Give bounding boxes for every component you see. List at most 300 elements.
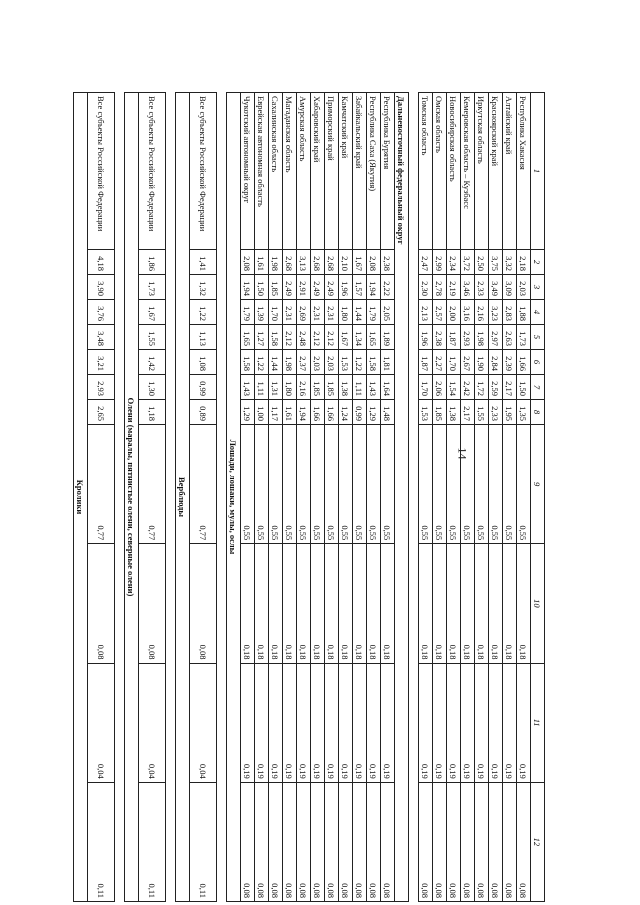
value-cell: 0,55 (381, 425, 395, 544)
value-cell: 1,44 (353, 300, 367, 325)
value-cell: 2,34 (447, 250, 461, 275)
value-cell: 2,84 (489, 350, 503, 375)
value-cell: 0,99 (190, 375, 217, 400)
region-name: Красноярский край (489, 93, 503, 250)
value-cell: 0,18 (255, 544, 269, 663)
section-title-row (125, 93, 139, 902)
value-cell: 1,38 (447, 400, 461, 425)
value-cell: 0,19 (283, 663, 297, 782)
value-cell: 2,68 (283, 250, 297, 275)
spacer-row (217, 93, 227, 902)
column-header: 7 (531, 375, 545, 400)
value-cell: 0,89 (190, 400, 217, 425)
value-cell: 0,11 (139, 782, 166, 901)
value-cell: 1,08 (190, 350, 217, 375)
value-cell: 0,18 (339, 544, 353, 663)
value-cell: 1,67 (353, 250, 367, 275)
value-cell: 2,12 (311, 325, 325, 350)
section-title: Лошади, лошаки, мулы, ослы (227, 93, 241, 902)
column-header: 9 (531, 425, 545, 544)
value-cell: 1,43 (241, 375, 255, 400)
value-cell: 1,57 (353, 275, 367, 300)
value-cell: 3,49 (489, 275, 503, 300)
value-cell: 0,08 (255, 782, 269, 901)
value-cell: 1,44 (269, 350, 283, 375)
value-cell: 1,67 (339, 325, 353, 350)
value-cell: 0,55 (297, 425, 311, 544)
value-cell: 1,18 (139, 400, 166, 425)
value-cell: 1,50 (517, 375, 531, 400)
value-cell: 0,08 (503, 782, 517, 901)
page-number: 14 (455, 447, 470, 460)
value-cell: 0,55 (489, 425, 503, 544)
value-cell: 0,55 (461, 425, 475, 544)
table-row (475, 93, 489, 902)
value-cell: 2,50 (475, 250, 489, 275)
table-row (88, 93, 115, 902)
value-cell: 0,55 (353, 425, 367, 544)
value-cell: 0,19 (503, 663, 517, 782)
value-cell: 2,48 (297, 325, 311, 350)
value-cell: 0,08 (489, 782, 503, 901)
value-cell: 0,18 (517, 544, 531, 663)
value-cell: 0,19 (433, 663, 447, 782)
region-name: Томская область (419, 93, 433, 250)
spacer-row (115, 93, 125, 902)
table-row (517, 93, 531, 902)
value-cell: 1,90 (475, 350, 489, 375)
section-title: Кролики (74, 93, 88, 902)
region-name: Кемеровская область – Кузбасс (461, 93, 475, 250)
value-cell: 0,19 (447, 663, 461, 782)
value-cell: 1,00 (255, 400, 269, 425)
value-cell: 2,49 (325, 275, 339, 300)
value-cell: 2,31 (283, 300, 297, 325)
region-name: Алтайский край (503, 93, 517, 250)
value-cell: 1,58 (269, 325, 283, 350)
region-name: Республика Бурятия (381, 93, 395, 250)
value-cell: 1,53 (419, 400, 433, 425)
value-cell: 0,55 (255, 425, 269, 544)
value-cell: 0,08 (433, 782, 447, 901)
value-cell: 2,17 (461, 400, 475, 425)
value-cell: 1,79 (367, 300, 381, 325)
table-row (489, 93, 503, 902)
value-cell: 1,94 (297, 400, 311, 425)
value-cell: 0,08 (367, 782, 381, 901)
value-cell: 0,55 (503, 425, 517, 544)
region-name: Новосибирская область (447, 93, 461, 250)
value-cell: 0,18 (381, 544, 395, 663)
value-cell: 0,18 (367, 544, 381, 663)
value-cell: 0,18 (311, 544, 325, 663)
value-cell: 3,32 (503, 250, 517, 275)
value-cell: 2,19 (447, 275, 461, 300)
region-name: Приморский край (325, 93, 339, 250)
value-cell: 2,68 (325, 250, 339, 275)
value-cell: 2,38 (433, 325, 447, 350)
value-cell: 0,08 (325, 782, 339, 901)
value-cell: 1,80 (339, 300, 353, 325)
region-name: Хабаровский край (311, 93, 325, 250)
region-name: Республика Хакасия (517, 93, 531, 250)
value-cell: 2,93 (461, 325, 475, 350)
value-cell: 1,96 (419, 325, 433, 350)
value-cell: 0,77 (190, 425, 217, 544)
value-cell: 1,70 (269, 300, 283, 325)
region-name: Сахалинская область (269, 93, 283, 250)
table-row (419, 93, 433, 902)
region-name: Республика Саха (Якутия) (367, 93, 381, 250)
value-cell: 2,49 (283, 275, 297, 300)
table-row (325, 93, 339, 902)
value-cell: 0,19 (255, 663, 269, 782)
column-header: 3 (531, 275, 545, 300)
region-name: Магаданская область (283, 93, 297, 250)
value-cell: 0,19 (381, 663, 395, 782)
value-cell: 0,55 (325, 425, 339, 544)
value-cell: 1,85 (325, 375, 339, 400)
value-cell: 0,77 (139, 425, 166, 544)
value-cell: 2,03 (311, 350, 325, 375)
value-cell: 2,83 (503, 300, 517, 325)
value-cell: 0,19 (353, 663, 367, 782)
value-cell: 0,18 (447, 544, 461, 663)
spacer-row (409, 93, 419, 902)
value-cell: 1,70 (447, 350, 461, 375)
value-cell: 1,54 (447, 375, 461, 400)
table-row (283, 93, 297, 902)
value-cell: 0,19 (339, 663, 353, 782)
section-title: Дальневосточный федеральный округ (395, 93, 409, 902)
value-cell: 1,70 (419, 375, 433, 400)
value-cell: 2,47 (419, 250, 433, 275)
value-cell: 1,30 (139, 375, 166, 400)
value-cell: 0,08 (353, 782, 367, 901)
value-cell: 1,61 (255, 250, 269, 275)
region-name: Все субъекты Российской Федерации (190, 93, 217, 250)
value-cell: 1,29 (241, 400, 255, 425)
value-cell: 0,11 (88, 782, 115, 901)
value-cell: 0,55 (283, 425, 297, 544)
table-row (190, 93, 217, 902)
value-cell: 1,88 (517, 300, 531, 325)
value-cell: 0,77 (88, 425, 115, 544)
value-cell: 0,18 (241, 544, 255, 663)
value-cell: 1,73 (517, 325, 531, 350)
value-cell: 2,39 (503, 350, 517, 375)
value-cell: 0,08 (139, 544, 166, 663)
value-cell: 2,99 (433, 250, 447, 275)
value-cell: 0,04 (88, 663, 115, 782)
value-cell: 0,08 (461, 782, 475, 901)
value-cell: 1,66 (517, 350, 531, 375)
table-row (339, 93, 353, 902)
section-title-row (74, 93, 88, 902)
value-cell: 2,59 (489, 375, 503, 400)
value-cell: 2,91 (297, 275, 311, 300)
value-cell: 0,55 (241, 425, 255, 544)
table-header-row (531, 93, 545, 902)
value-cell: 3,13 (297, 250, 311, 275)
value-cell: 3,16 (461, 300, 475, 325)
value-cell: 2,37 (297, 350, 311, 375)
value-cell: 0,19 (461, 663, 475, 782)
value-cell: 1,98 (269, 250, 283, 275)
value-cell: 2,03 (325, 350, 339, 375)
value-cell: 0,19 (517, 663, 531, 782)
value-cell: 1,67 (139, 300, 166, 325)
value-cell: 2,33 (475, 275, 489, 300)
table-row (311, 93, 325, 902)
value-cell: 1,41 (190, 250, 217, 275)
value-cell: 1,58 (367, 350, 381, 375)
value-cell: 2,69 (297, 300, 311, 325)
value-cell: 1,17 (269, 400, 283, 425)
table-body (74, 93, 531, 902)
value-cell: 0,18 (325, 544, 339, 663)
value-cell: 1,87 (419, 350, 433, 375)
section-title: Верблюды (176, 93, 190, 902)
value-cell: 2,30 (419, 275, 433, 300)
value-cell: 2,31 (325, 300, 339, 325)
region-name: Амурская область (297, 93, 311, 250)
value-cell: 0,08 (297, 782, 311, 901)
value-cell: 2,12 (325, 325, 339, 350)
region-name: Все субъекты Российской Федерации (88, 93, 115, 250)
value-cell: 1,11 (353, 375, 367, 400)
column-header: 8 (531, 400, 545, 425)
value-cell: 1,65 (367, 325, 381, 350)
value-cell: 2,57 (433, 300, 447, 325)
value-cell: 1,55 (139, 325, 166, 350)
column-header: 5 (531, 325, 545, 350)
value-cell: 1,48 (381, 400, 395, 425)
value-cell: 2,12 (283, 325, 297, 350)
value-cell: 3,21 (88, 350, 115, 375)
value-cell: 2,10 (339, 250, 353, 275)
table-row (241, 93, 255, 902)
value-cell: 1,98 (475, 325, 489, 350)
table-row (367, 93, 381, 902)
value-cell: 1,95 (503, 400, 517, 425)
value-cell: 2,06 (433, 375, 447, 400)
section-title-row (395, 93, 409, 902)
value-cell: 2,16 (297, 375, 311, 400)
value-cell: 1,79 (241, 300, 255, 325)
value-cell: 2,08 (241, 250, 255, 275)
value-cell: 0,08 (190, 544, 217, 663)
value-cell: 0,19 (475, 663, 489, 782)
value-cell: 0,08 (447, 782, 461, 901)
value-cell: 0,08 (88, 544, 115, 663)
value-cell: 1,96 (339, 275, 353, 300)
region-name: Камчатский край (339, 93, 353, 250)
value-cell: 1,87 (447, 325, 461, 350)
value-cell: 1,31 (269, 375, 283, 400)
value-cell: 1,22 (353, 350, 367, 375)
value-cell: 1,29 (367, 400, 381, 425)
value-cell: 0,18 (475, 544, 489, 663)
value-cell: 0,18 (461, 544, 475, 663)
value-cell: 2,16 (475, 300, 489, 325)
value-cell: 3,09 (503, 275, 517, 300)
value-cell: 0,19 (489, 663, 503, 782)
value-cell: 2,65 (88, 400, 115, 425)
table-row (255, 93, 269, 902)
value-cell: 0,11 (190, 782, 217, 901)
table-row (447, 93, 461, 902)
value-cell: 1,22 (255, 350, 269, 375)
value-cell: 1,34 (353, 325, 367, 350)
value-cell: 1,98 (283, 350, 297, 375)
value-cell: 3,46 (461, 275, 475, 300)
value-cell: 2,38 (381, 250, 395, 275)
value-cell: 1,39 (255, 300, 269, 325)
value-cell: 1,81 (381, 350, 395, 375)
value-cell: 1,24 (339, 400, 353, 425)
value-cell: 3,76 (88, 300, 115, 325)
value-cell: 2,63 (503, 325, 517, 350)
value-cell: 0,18 (433, 544, 447, 663)
value-cell: 0,19 (325, 663, 339, 782)
value-cell: 0,04 (139, 663, 166, 782)
value-cell: 0,55 (311, 425, 325, 544)
value-cell: 0,55 (269, 425, 283, 544)
region-name: Еврейская автономная область (255, 93, 269, 250)
region-name: Иркутская область (475, 93, 489, 250)
value-cell: 0,08 (283, 782, 297, 901)
table-row (461, 93, 475, 902)
value-cell: 0,55 (339, 425, 353, 544)
section-title-row (176, 93, 190, 902)
value-cell: 2,18 (517, 250, 531, 275)
value-cell: 0,08 (517, 782, 531, 901)
value-cell: 0,55 (433, 425, 447, 544)
value-cell: 0,55 (475, 425, 489, 544)
value-cell: 1,42 (139, 350, 166, 375)
value-cell: 0,08 (419, 782, 433, 901)
value-cell: 2,78 (433, 275, 447, 300)
table-row (297, 93, 311, 902)
value-cell: 0,55 (517, 425, 531, 544)
table-row (381, 93, 395, 902)
value-cell: 2,22 (381, 275, 395, 300)
value-cell: 1,27 (255, 325, 269, 350)
value-cell: 0,19 (419, 663, 433, 782)
column-header: 1 (531, 93, 545, 250)
value-cell: 0,08 (381, 782, 395, 901)
value-cell: 1,85 (311, 375, 325, 400)
value-cell: 2,27 (433, 350, 447, 375)
value-cell: 1,94 (367, 275, 381, 300)
region-name: Все субъекты Российской Федерации (139, 93, 166, 250)
column-header: 12 (531, 782, 545, 901)
value-cell: 0,08 (311, 782, 325, 901)
value-cell: 2,08 (367, 250, 381, 275)
column-header: 10 (531, 544, 545, 663)
value-cell: 2,93 (88, 375, 115, 400)
value-cell: 2,00 (447, 300, 461, 325)
value-cell: 0,55 (367, 425, 381, 544)
value-cell: 1,89 (381, 325, 395, 350)
value-cell: 1,50 (255, 275, 269, 300)
value-cell: 0,04 (190, 663, 217, 782)
value-cell: 3,23 (489, 300, 503, 325)
value-cell: 1,72 (475, 375, 489, 400)
value-cell: 3,75 (489, 250, 503, 275)
value-cell: 0,19 (269, 663, 283, 782)
value-cell: 0,18 (503, 544, 517, 663)
table-row (269, 93, 283, 902)
value-cell: 0,08 (269, 782, 283, 901)
column-header: 2 (531, 250, 545, 275)
value-cell: 2,97 (489, 325, 503, 350)
value-cell: 0,55 (419, 425, 433, 544)
value-cell: 1,35 (517, 400, 531, 425)
column-header: 11 (531, 663, 545, 782)
table-row (353, 93, 367, 902)
value-cell: 0,18 (419, 544, 433, 663)
value-cell: 0,19 (367, 663, 381, 782)
value-cell: 1,64 (381, 375, 395, 400)
value-cell: 2,17 (503, 375, 517, 400)
value-cell: 0,18 (297, 544, 311, 663)
rotated-table-sheet (75, 92, 545, 902)
value-cell: 1,66 (325, 400, 339, 425)
table-row (503, 93, 517, 902)
column-header: 6 (531, 350, 545, 375)
value-cell: 0,19 (241, 663, 255, 782)
value-cell: 0,99 (353, 400, 367, 425)
table-row (139, 93, 166, 902)
value-cell: 0,18 (489, 544, 503, 663)
section-title: Олени (маралы, пятнистые олени, северные олени) (125, 93, 139, 902)
column-header: 4 (531, 300, 545, 325)
coefficients-table (73, 92, 545, 902)
value-cell: 1,61 (283, 400, 297, 425)
value-cell: 0,08 (241, 782, 255, 901)
value-cell: 1,58 (241, 350, 255, 375)
value-cell: 2,67 (461, 350, 475, 375)
value-cell: 0,08 (475, 782, 489, 901)
value-cell: 2,42 (461, 375, 475, 400)
value-cell: 2,03 (517, 275, 531, 300)
value-cell: 2,33 (489, 400, 503, 425)
region-name: Омская область (433, 93, 447, 250)
value-cell: 1,43 (367, 375, 381, 400)
value-cell: 0,19 (297, 663, 311, 782)
value-cell: 1,32 (190, 275, 217, 300)
value-cell: 1,53 (339, 350, 353, 375)
value-cell: 1,85 (433, 400, 447, 425)
value-cell: 3,48 (88, 325, 115, 350)
value-cell: 0,18 (269, 544, 283, 663)
value-cell: 2,05 (381, 300, 395, 325)
value-cell: 0,08 (339, 782, 353, 901)
value-cell: 0,18 (353, 544, 367, 663)
value-cell: 4,18 (88, 250, 115, 275)
value-cell: 1,55 (475, 400, 489, 425)
value-cell: 1,66 (311, 400, 325, 425)
value-cell: 2,68 (311, 250, 325, 275)
section-title-row (227, 93, 241, 902)
region-name: Забайкальский край (353, 93, 367, 250)
value-cell: 1,11 (255, 375, 269, 400)
value-cell: 0,18 (283, 544, 297, 663)
value-cell: 2,49 (311, 275, 325, 300)
value-cell: 1,85 (269, 275, 283, 300)
